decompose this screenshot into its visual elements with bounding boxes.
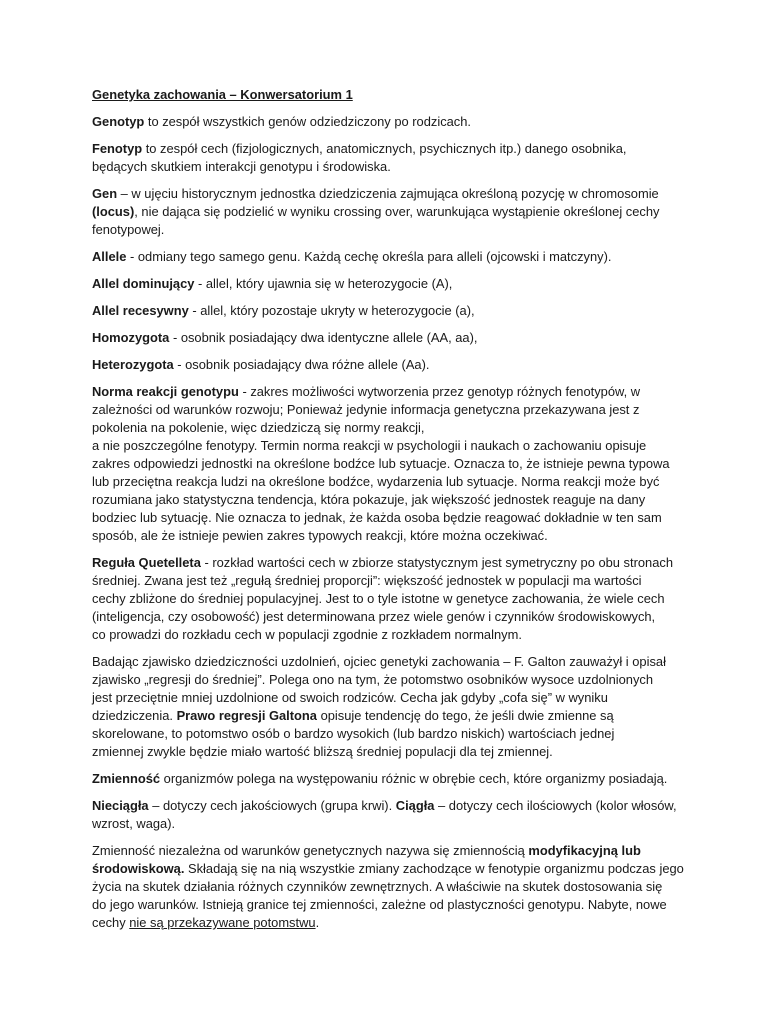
- bold-term: Gen: [92, 186, 118, 201]
- text-run: - allel, który pozostaje ukryty w heterozygocie (a),: [188, 303, 475, 318]
- text-line: [92, 626, 692, 644]
- text-run: zmiennej zwykle będzie miało wartość bliższą średniej populacji dla tej zmiennej.: [92, 744, 553, 759]
- text-line: [92, 491, 692, 509]
- text-run: rozumiana jako statystyczna tendencja, która pokazuje, jak większość jednostek reaguje na dany: [92, 492, 646, 507]
- text-run: fenotypowej.: [92, 222, 165, 237]
- bold-term: Nieciągła: [92, 798, 149, 813]
- text-line: [92, 185, 692, 203]
- text-run: - zakres możliwości wytworzenia przez genotyp różnych fenotypów, w: [238, 384, 641, 399]
- paragraph: [92, 554, 692, 644]
- text-run: Składają się na nią wszystkie zmiany zachodzące w fenotypie organizmu podczas jego: [184, 861, 684, 876]
- paragraph: [92, 185, 692, 239]
- text-line: [92, 401, 692, 419]
- text-run: – dotyczy cech jakościowych (grupa krwi).: [148, 798, 396, 813]
- document-title: Genetyka zachowania – Konwersatorium 1: [92, 87, 353, 102]
- text-run: co prowadzi do rozkładu cech w populacji zgodnie z rozkładem normalnym.: [92, 627, 522, 642]
- text-run: jest przeciętnie mniej uzdolnione od swoich rodziców. Cecha jak gdyby „cofa się” w wyniku: [92, 690, 608, 705]
- text-line: [92, 590, 692, 608]
- text-line: [92, 203, 692, 221]
- paragraph: [92, 356, 692, 374]
- text-line: [92, 248, 692, 266]
- text-run: - odmiany tego samego genu. Każdą cechę określa para alleli (ojcowski i matczyny).: [126, 249, 612, 264]
- text-line: [92, 608, 692, 626]
- text-line: [92, 329, 692, 347]
- text-run: opisuje tendencję do tego, że jeśli dwie zmienne są: [316, 708, 614, 723]
- paragraph: [92, 140, 692, 176]
- bold-term: Reguła Quetelleta: [92, 555, 201, 570]
- text-run: wzrost, waga).: [92, 816, 176, 831]
- bold-term: Heterozygota: [92, 357, 174, 372]
- text-line: [92, 896, 692, 914]
- text-line: [92, 842, 692, 860]
- text-run: to zespół cech (fizjologicznych, anatomicznych, psychicznych itp.) danego osobnika,: [142, 141, 627, 156]
- text-line: [92, 860, 692, 878]
- text-run: - osobnik posiadający dwa różne allele (Aa).: [173, 357, 430, 372]
- bold-term: modyfikacyjną lub: [528, 843, 641, 858]
- bold-term: Allele: [92, 249, 127, 264]
- paragraph: [92, 797, 692, 833]
- text-line: [92, 140, 692, 158]
- paragraph: [92, 653, 692, 761]
- text-run: Zmienność niezależna od warunków genetycznych nazywa się zmiennością: [92, 843, 529, 858]
- text-line: [92, 158, 692, 176]
- text-run: cechy zbliżone do średniej populacyjnej. Jest to o tyle istotne w genetyce zachowania, że wiele cech: [92, 591, 665, 606]
- text-line: [92, 797, 692, 815]
- text-run: bodziec lub sytuację. Nie oznacza to jednak, że każda osoba będzie reagować dokładnie w ten sam: [92, 510, 662, 525]
- text-line: [92, 455, 692, 473]
- text-line: [92, 689, 692, 707]
- bold-term: Allel dominujący: [92, 276, 195, 291]
- bold-term: (locus): [92, 204, 135, 219]
- document-page: [92, 86, 692, 941]
- text-run: lub przeciętna reakcja ludzi na określone bodźce, wydarzenia lub sytuacje. Norma reakcji może być: [92, 474, 660, 489]
- bold-term: Prawo regresji Galtona: [176, 708, 317, 723]
- text-line: [92, 815, 692, 833]
- text-run: , nie dająca się podzielić w wyniku crossing over, warunkująca wystąpienie określonej cechy: [134, 204, 660, 219]
- text-run: pokolenia na pokolenie, więc dziedziczą się normy reakcji,: [92, 420, 425, 435]
- text-run: cechy: [92, 915, 130, 930]
- text-line: [92, 419, 692, 437]
- text-line: [92, 671, 692, 689]
- text-run: a nie poszczególne fenotypy. Termin norma reakcji w psychologii i naukach o zachowaniu opisuje: [92, 438, 647, 453]
- text-line: [92, 383, 692, 401]
- text-run: - allel, który ujawnia się w heterozygocie (A),: [194, 276, 453, 291]
- text-line: [92, 770, 692, 788]
- paragraph: [92, 113, 692, 131]
- text-run: (inteligencja, czy osobowość) jest determinowana przez wiele genów i czynników środowiskowych,: [92, 609, 656, 624]
- text-line: [92, 437, 692, 455]
- paragraph: [92, 275, 692, 293]
- bold-term: Genotyp: [92, 114, 145, 129]
- document-body: [92, 113, 692, 932]
- bold-term: Fenotyp: [92, 141, 143, 156]
- text-line: [92, 554, 692, 572]
- text-line: [92, 914, 692, 932]
- paragraph: [92, 329, 692, 347]
- text-run: to zespół wszystkich genów odziedziczony po rodzicach.: [144, 114, 472, 129]
- text-line: [92, 275, 692, 293]
- underlined-text: nie są przekazywane potomstwu: [129, 915, 316, 930]
- text-run: życia na skutek działania różnych czynników zewnętrznych. A właściwie na skutek dostosowania się: [92, 879, 663, 894]
- text-run: - rozkład wartości cech w zbiorze statystycznym jest symetryczny po obu stronach: [200, 555, 673, 570]
- text-line: [92, 527, 692, 545]
- text-line: [92, 473, 692, 491]
- paragraph: [92, 383, 692, 545]
- text-line: [92, 653, 692, 671]
- bold-term: Ciągła: [395, 798, 435, 813]
- text-run: zjawisko „regresji do średniej”. Polega ono na tym, że potomstwo osobników wysoce uzdolnionych: [92, 672, 654, 687]
- text-line: [92, 572, 692, 590]
- text-line: [92, 743, 692, 761]
- bold-term: Zmienność: [92, 771, 161, 786]
- bold-term: Norma reakcji genotypu: [92, 384, 239, 399]
- text-run: do jego warunków. Istnieją granice tej zmienności, zależne od plastyczności genotypu. Nabyte, nowe: [92, 897, 667, 912]
- text-line: [92, 113, 692, 131]
- text-line: [92, 509, 692, 527]
- paragraph: [92, 842, 692, 932]
- text-run: – dotyczy cech ilościowych (kolor włosów,: [434, 798, 677, 813]
- text-run: dziedziczenia.: [92, 708, 177, 723]
- text-run: skorelowane, to potomstwo osób o bardzo wysokich (lub bardzo niskich) wartościach jednej: [92, 726, 615, 741]
- paragraph: [92, 302, 692, 320]
- text-line: [92, 725, 692, 743]
- text-line: [92, 302, 692, 320]
- text-line: [92, 707, 692, 725]
- text-line: [92, 221, 692, 239]
- text-run: średniej. Zwana jest też „regułą średniej proporcji”: większość jednostek w populacji ma wartości: [92, 573, 642, 588]
- text-run: - osobnik posiadający dwa identyczne allele (AA, aa),: [169, 330, 478, 345]
- bold-term: środowiskową.: [92, 861, 185, 876]
- text-run: organizmów polega na występowaniu różnic w obrębie cech, które organizmy posiadają.: [160, 771, 668, 786]
- paragraph: [92, 248, 692, 266]
- text-run: – w ujęciu historycznym jednostka dziedziczenia zajmująca określoną pozycję w chromosomie: [117, 186, 659, 201]
- text-line: [92, 878, 692, 896]
- text-run: zakres odpowiedzi jednostki na określone bodźce lub sytuacje. Oznacza to, że istnieje pewna typowa: [92, 456, 670, 471]
- text-line: [92, 356, 692, 374]
- bold-term: Homozygota: [92, 330, 170, 345]
- bold-term: Allel recesywny: [92, 303, 189, 318]
- paragraph: [92, 770, 692, 788]
- text-run: sposób, ale że istnieje pewien zakres typowych reakcji, które można oczekiwać.: [92, 528, 548, 543]
- text-run: będących skutkiem interakcji genotypu i środowiska.: [92, 159, 391, 174]
- text-run: Badając zjawisko dziedziczności uzdolnień, ojciec genetyki zachowania – F. Galton zauważył i opisał: [92, 654, 666, 669]
- text-run: .: [315, 915, 320, 930]
- text-run: zależności od warunków rozwoju; Ponieważ jedynie informacja genetyczna przekazywana jest z: [92, 402, 640, 417]
